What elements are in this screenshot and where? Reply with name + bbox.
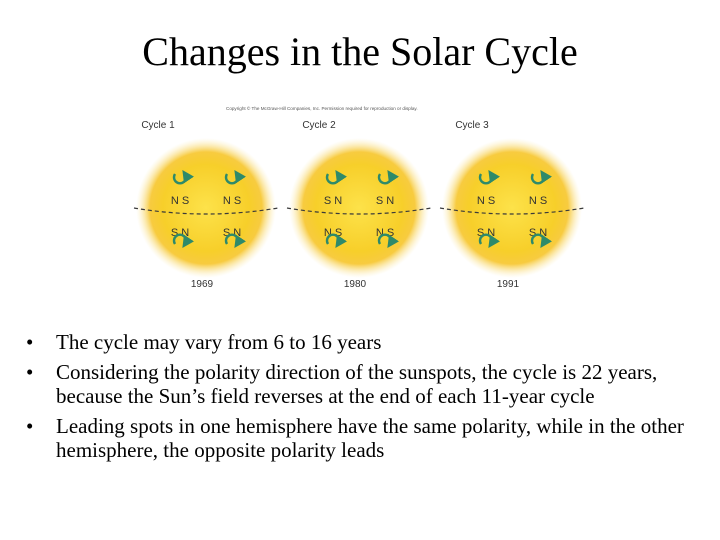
- bullet-text: Leading spots in one hemisphere have the same polarity, while in the other hemisphere, the opposite polarity leads: [56, 414, 684, 462]
- cycle-label: Cycle 2: [302, 120, 336, 131]
- bullet-marker: •: [26, 414, 34, 438]
- solar-cycle-figure: [118, 104, 600, 300]
- bullet-marker: •: [26, 360, 34, 384]
- south-polarity-label: N S: [323, 227, 343, 239]
- cycle-label: Cycle 1: [141, 120, 175, 131]
- sun-disk: [136, 138, 276, 278]
- north-polarity-label: N S: [528, 195, 548, 207]
- south-polarity-label: S N: [528, 227, 548, 239]
- south-polarity-label: N S: [375, 227, 395, 239]
- sun-disk: [442, 138, 582, 278]
- south-polarity-label: S N: [476, 227, 496, 239]
- cycle-label: Cycle 3: [455, 120, 489, 131]
- cycle-year: 1969: [190, 279, 214, 290]
- bullet-item: [26, 330, 686, 354]
- north-polarity-label: S N: [323, 195, 343, 207]
- north-polarity-label: N S: [170, 195, 190, 207]
- north-polarity-label: N S: [476, 195, 496, 207]
- north-polarity-label: N S: [222, 195, 242, 207]
- solar-cycle-diagram: [118, 104, 600, 300]
- south-polarity-label: S N: [170, 227, 190, 239]
- bullet-text: Considering the polarity direction of the sunspots, the cycle is 22 years, because the Sun’s field reverses at the end of each 11-year cycle: [56, 360, 658, 408]
- north-polarity-label: S N: [375, 195, 395, 207]
- bullet-text: The cycle may vary from 6 to 16 years: [56, 330, 382, 354]
- cycle-year: 1991: [496, 279, 520, 290]
- copyright-notice: Copyright © The McGraw-Hill Companies, Inc. Permission required for reproduction or display.: [226, 106, 418, 111]
- bullet-item: [26, 360, 686, 408]
- sun-disk: [289, 138, 429, 278]
- cycle-year: 1980: [343, 279, 367, 290]
- bullet-marker: •: [26, 330, 34, 354]
- bullet-item: [26, 414, 686, 462]
- south-polarity-label: S N: [222, 227, 242, 239]
- slide-title: Changes in the Solar Cycle: [142, 29, 578, 74]
- bullet-list: [26, 330, 686, 468]
